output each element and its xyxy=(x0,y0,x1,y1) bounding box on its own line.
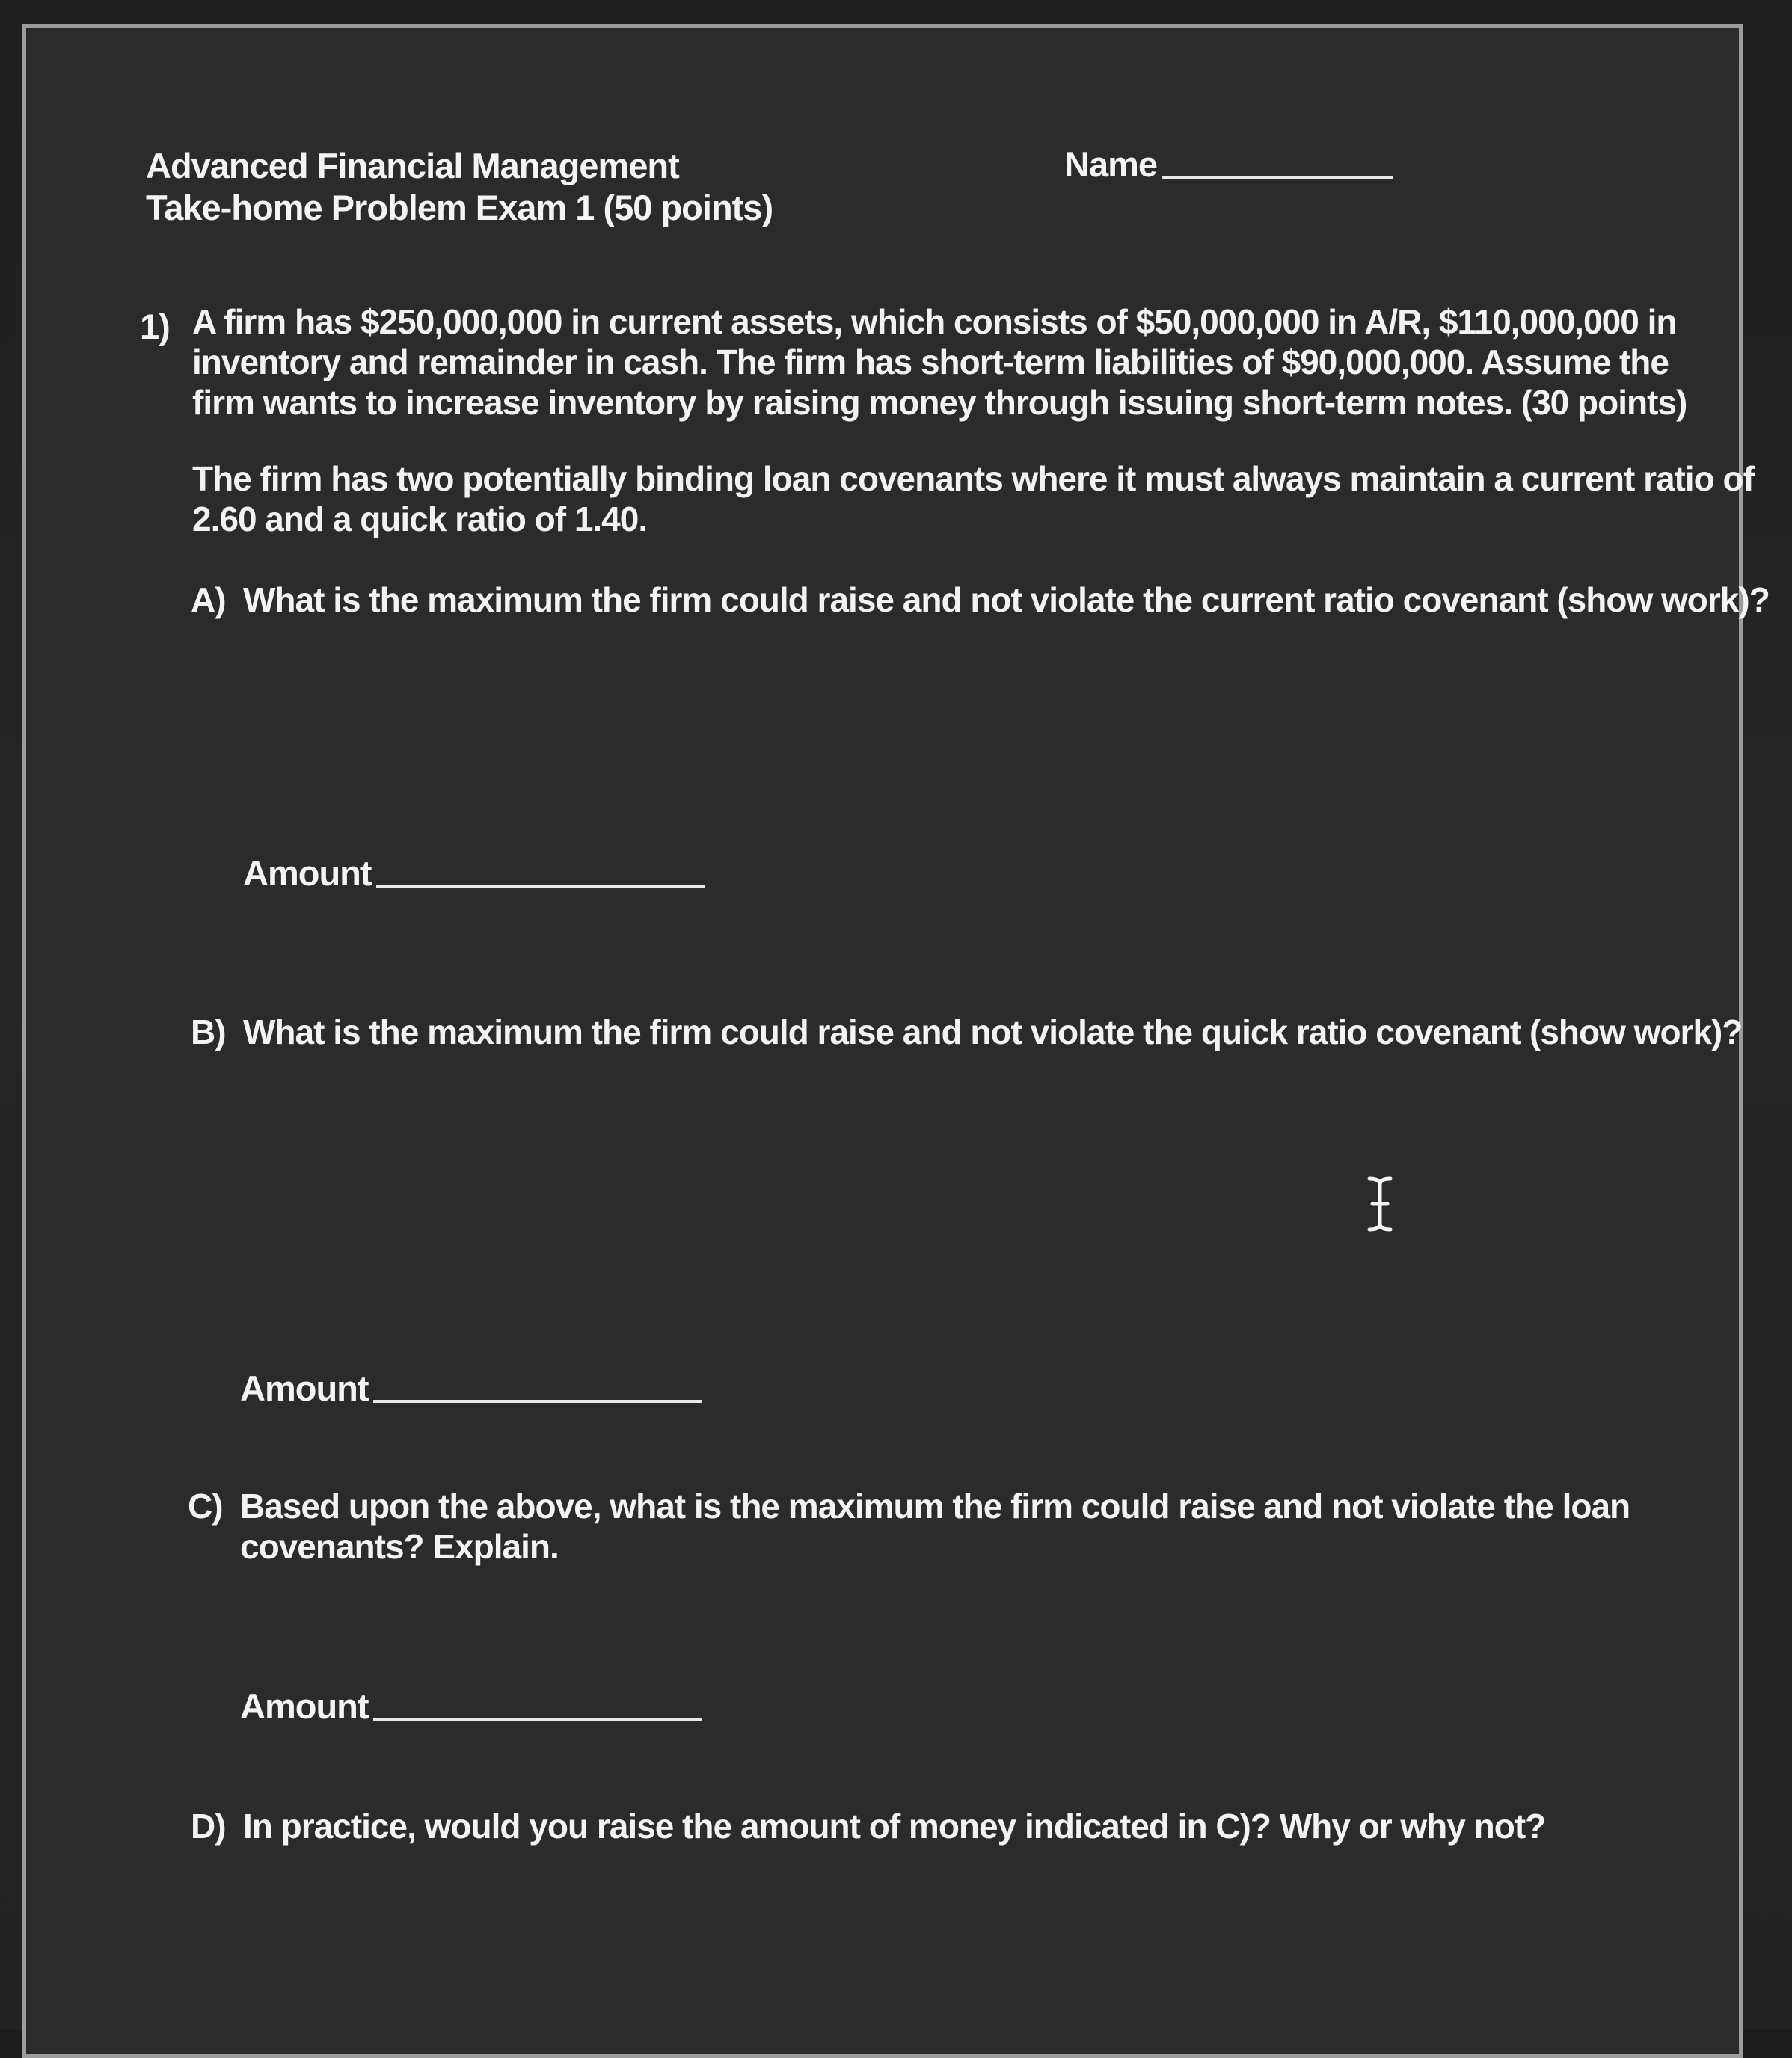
part-b-label: B) xyxy=(191,1013,226,1051)
part-d-label: D) xyxy=(191,1807,226,1846)
part-b-text: What is the maximum the firm could raise and not violate the quick ratio covenant (show work)? xyxy=(243,1013,1743,1051)
question-text xyxy=(192,301,1688,423)
course-title: Advanced Financial Management xyxy=(146,146,679,185)
part-a-amount-blank[interactable] xyxy=(376,885,705,888)
part-d-question xyxy=(191,1806,1545,1846)
covenant-text xyxy=(192,458,1754,539)
part-a-question xyxy=(191,580,1770,620)
name-blank-line[interactable] xyxy=(1162,176,1393,179)
part-c-amount-row xyxy=(240,1686,702,1727)
part-a-label: A) xyxy=(191,580,226,619)
part-c-question xyxy=(188,1486,1630,1567)
question-text-line: firm wants to increase inventory by raising money through issuing short-term notes. (30 points) xyxy=(192,383,1687,422)
name-field-row xyxy=(1064,144,1393,185)
covenant-text-line: The firm has two potentially binding loan covenants where it must always maintain a current ratio of xyxy=(192,459,1754,498)
part-a-amount-row xyxy=(243,853,705,894)
question-number: 1) xyxy=(140,307,170,346)
document-page xyxy=(22,24,1770,2058)
part-c-label: C) xyxy=(188,1487,223,1526)
question-text-line: inventory and remainder in cash. The firm has short-term liabilities of $90,000,000. Assume the xyxy=(192,343,1669,381)
text-cursor-icon xyxy=(1365,1176,1395,1232)
part-d-text: In practice, would you raise the amount of money indicated in C)? Why or why not? xyxy=(243,1807,1546,1846)
part-b-amount-label: Amount xyxy=(240,1369,369,1408)
covenant-text-line: 2.60 and a quick ratio of 1.40. xyxy=(192,500,648,538)
part-c-text-line2: covenants? Explain. xyxy=(240,1527,559,1566)
part-c-amount-label: Amount xyxy=(240,1686,369,1726)
part-a-amount-label: Amount xyxy=(243,853,372,893)
part-b-amount-blank[interactable] xyxy=(373,1400,702,1403)
question-text-line: A firm has $250,000,000 in current assets, which consists of $50,000,000 in A/R, $110,000,000 in xyxy=(192,302,1677,341)
name-label: Name xyxy=(1064,144,1158,184)
exam-title: Take-home Problem Exam 1 (50 points) xyxy=(146,188,773,227)
part-b-question xyxy=(191,1012,1742,1052)
part-a-text: What is the maximum the firm could raise and not violate the current ratio covenant (show work)? xyxy=(243,580,1770,619)
part-c-amount-blank[interactable] xyxy=(373,1718,702,1721)
part-c-text-line1: Based upon the above, what is the maximum the firm could raise and not violate the loan xyxy=(240,1487,1630,1526)
part-b-amount-row xyxy=(240,1369,702,1409)
